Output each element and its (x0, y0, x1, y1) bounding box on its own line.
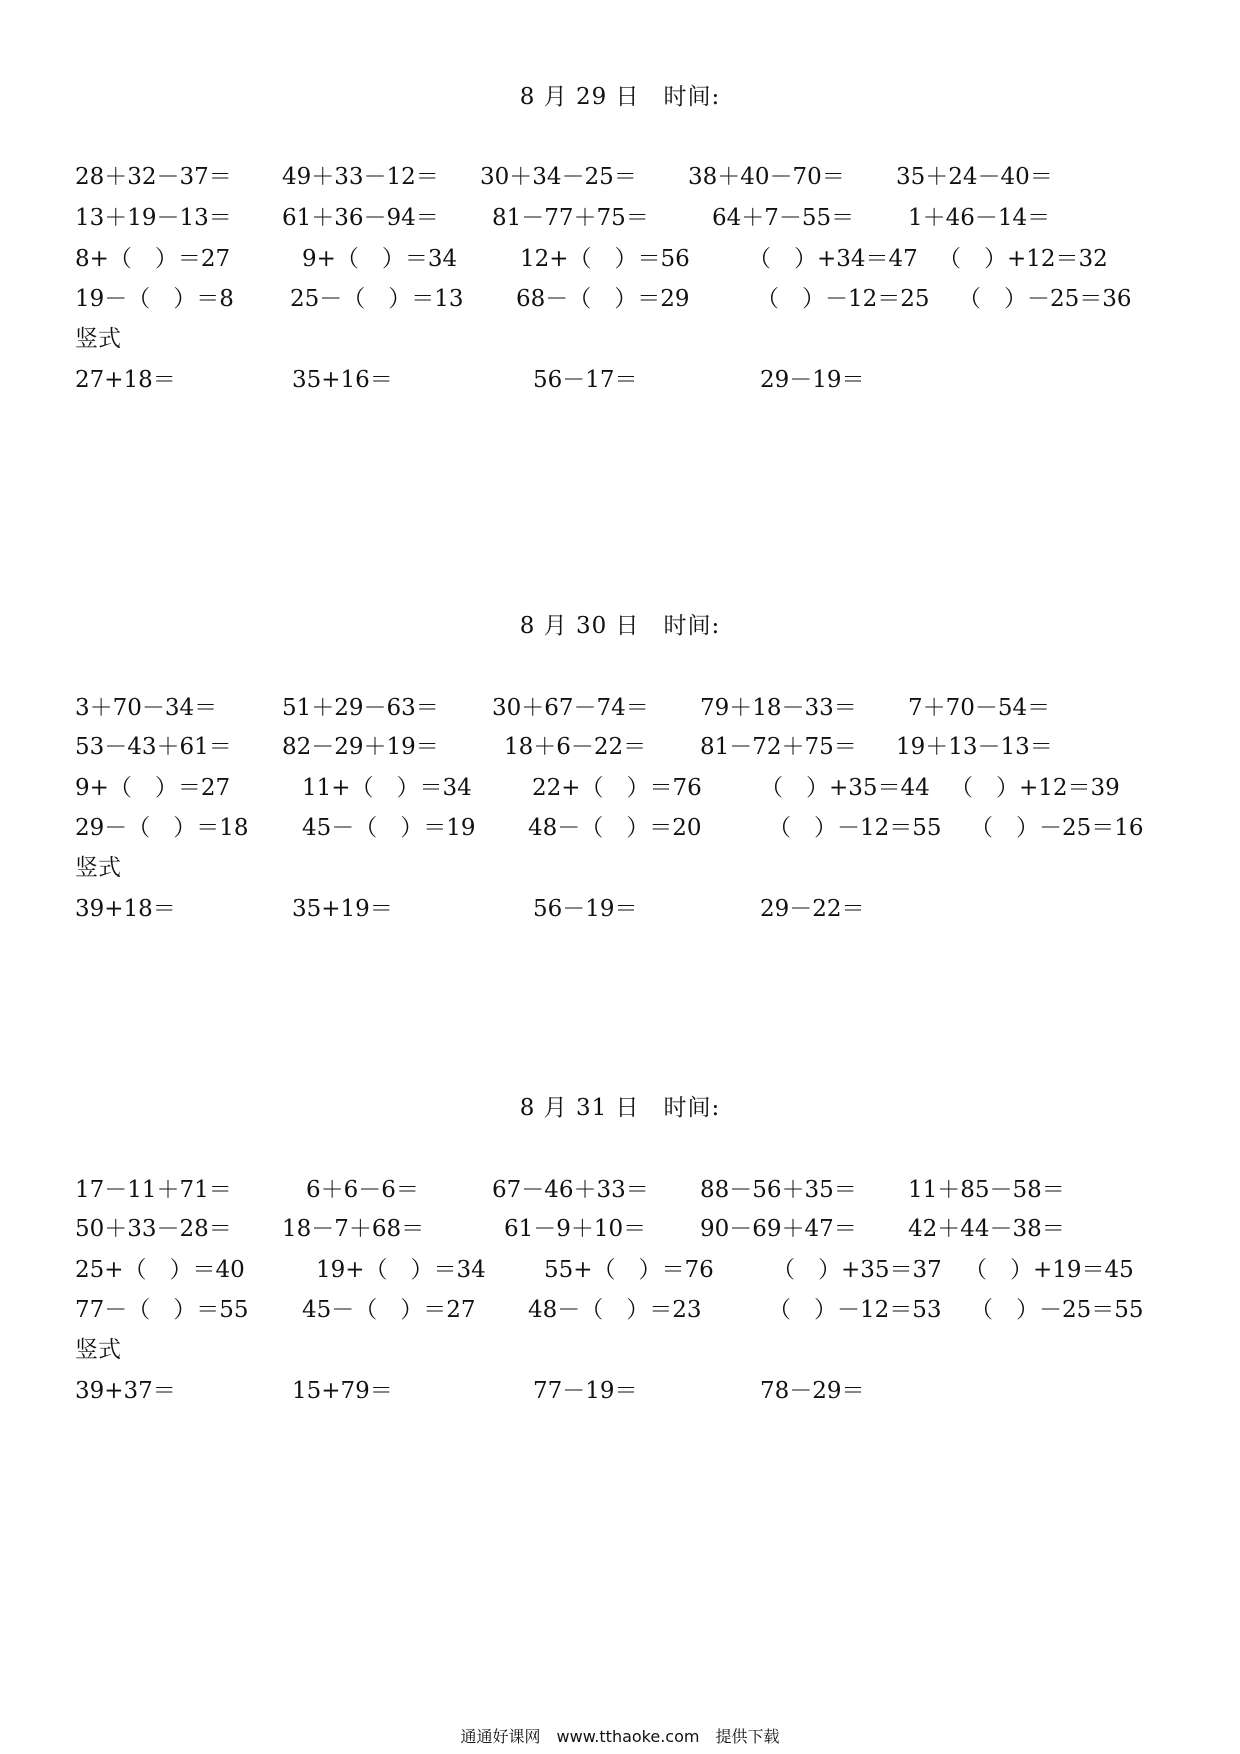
problem: 78－29＝ (760, 1378, 865, 1404)
vertical-problem-row (0, 365, 1240, 395)
problem: （ ）+19＝45 (964, 1257, 1134, 1283)
problem-row (0, 1175, 1240, 1205)
problem: 19－（ ）＝8 (75, 286, 234, 312)
problem-row (0, 203, 1240, 233)
problem: 39+37＝ (75, 1378, 176, 1404)
vertical-problem-row (0, 1376, 1240, 1406)
problem-row (0, 284, 1240, 314)
problem: 48－（ ）＝23 (528, 1297, 702, 1323)
problem: 51＋29－63＝ (282, 695, 439, 721)
problem: 7＋70－54＝ (908, 695, 1051, 721)
problem: 49＋33－12＝ (282, 164, 439, 190)
day-title: 8 月 29 日 时间: (519, 84, 721, 110)
problem: 9+（ ）＝34 (302, 246, 458, 272)
problem: （ ）－12＝53 (768, 1297, 942, 1323)
problem: 50＋33－28＝ (75, 1216, 232, 1242)
problem: （ ）－25＝55 (970, 1297, 1144, 1323)
problem: 9+（ ）＝27 (75, 775, 231, 801)
vertical-calculation-label: 竖式 (75, 1337, 121, 1363)
problem: 48－（ ）＝20 (528, 815, 702, 841)
problem: 77－（ ）＝55 (75, 1297, 249, 1323)
problem-row (0, 1295, 1240, 1325)
problem: 30＋67－74＝ (492, 695, 649, 721)
problem-row (0, 162, 1240, 192)
problem: 61＋36－94＝ (282, 205, 439, 231)
worksheet-day-1 (0, 82, 1240, 442)
problem-row (0, 773, 1240, 803)
day-title: 8 月 31 日 时间: (519, 1095, 721, 1121)
problem: 6＋6－6＝ (306, 1177, 419, 1203)
problem: 77－19＝ (533, 1378, 638, 1404)
vertical-calculation-label: 竖式 (75, 326, 121, 352)
problem: （ ）－25＝16 (970, 815, 1144, 841)
vertical-problem-row (0, 894, 1240, 924)
problem: 81－72＋75＝ (700, 734, 857, 760)
problem: （ ）+34＝47 (748, 246, 918, 272)
problem: 30＋34－25＝ (480, 164, 637, 190)
problem: 8+（ ）＝27 (75, 246, 231, 272)
problem-row (0, 693, 1240, 723)
problem: 25+（ ）＝40 (75, 1257, 245, 1283)
problem: 3＋70－34＝ (75, 695, 218, 721)
problem: （ ）－12＝25 (756, 286, 930, 312)
problem: 25－（ ）＝13 (290, 286, 464, 312)
problem: 64＋7－55＝ (712, 205, 855, 231)
problem: （ ）+12＝39 (950, 775, 1120, 801)
problem: 18＋6－22＝ (504, 734, 647, 760)
problem-row (0, 1214, 1240, 1244)
problem: 56－19＝ (533, 896, 638, 922)
problem: 42＋44－38＝ (908, 1216, 1065, 1242)
problem: 39+18＝ (75, 896, 176, 922)
problem: 11＋85－58＝ (908, 1177, 1065, 1203)
problem-row (0, 244, 1240, 274)
problem: 45－（ ）＝27 (302, 1297, 476, 1323)
problem: 15+79＝ (292, 1378, 393, 1404)
problem: 18－7＋68＝ (282, 1216, 425, 1242)
problem: 1＋46－14＝ (908, 205, 1051, 231)
problem: 90－69＋47＝ (700, 1216, 857, 1242)
problem: 38＋40－70＝ (688, 164, 845, 190)
problem: 12+（ ）＝56 (520, 246, 690, 272)
problem: 22+（ ）＝76 (532, 775, 702, 801)
worksheet-day-2 (0, 611, 1240, 971)
problem: 27+18＝ (75, 367, 176, 393)
problem: 79＋18－33＝ (700, 695, 857, 721)
problem: 35+19＝ (292, 896, 393, 922)
problem: 81－77＋75＝ (492, 205, 649, 231)
problem: 45－（ ）＝19 (302, 815, 476, 841)
vertical-calculation-label: 竖式 (75, 855, 121, 881)
problem: 29－（ ）＝18 (75, 815, 249, 841)
problem: 19+（ ）＝34 (316, 1257, 486, 1283)
problem: 17－11＋71＝ (75, 1177, 232, 1203)
problem: （ ）－25＝36 (958, 286, 1132, 312)
problem: 35＋24－40＝ (896, 164, 1053, 190)
problem: 55+（ ）＝76 (544, 1257, 714, 1283)
problem: （ ）+12＝32 (938, 246, 1108, 272)
problem: 53－43＋61＝ (75, 734, 232, 760)
problem: 11+（ ）＝34 (302, 775, 472, 801)
problem: 67－46＋33＝ (492, 1177, 649, 1203)
problem: （ ）+35＝44 (760, 775, 930, 801)
problem: 88－56＋35＝ (700, 1177, 857, 1203)
problem-row (0, 813, 1240, 843)
problem: 28＋32－37＝ (75, 164, 232, 190)
problem: （ ）－12＝55 (768, 815, 942, 841)
worksheet-day-3 (0, 1093, 1240, 1453)
problem: （ ）+35＝37 (772, 1257, 942, 1283)
problem: 29－19＝ (760, 367, 865, 393)
problem-row (0, 732, 1240, 762)
problem: 19＋13－13＝ (896, 734, 1053, 760)
problem: 35+16＝ (292, 367, 393, 393)
footer-source-note: 通通好课网 www.tthaoke.com 提供下载 (460, 1727, 780, 1746)
problem-row (0, 1255, 1240, 1285)
problem: 82－29＋19＝ (282, 734, 439, 760)
problem: 68－（ ）＝29 (516, 286, 690, 312)
problem: 56－17＝ (533, 367, 638, 393)
problem: 61－9＋10＝ (504, 1216, 647, 1242)
problem: 29－22＝ (760, 896, 865, 922)
day-title: 8 月 30 日 时间: (519, 613, 721, 639)
problem: 13＋19－13＝ (75, 205, 232, 231)
